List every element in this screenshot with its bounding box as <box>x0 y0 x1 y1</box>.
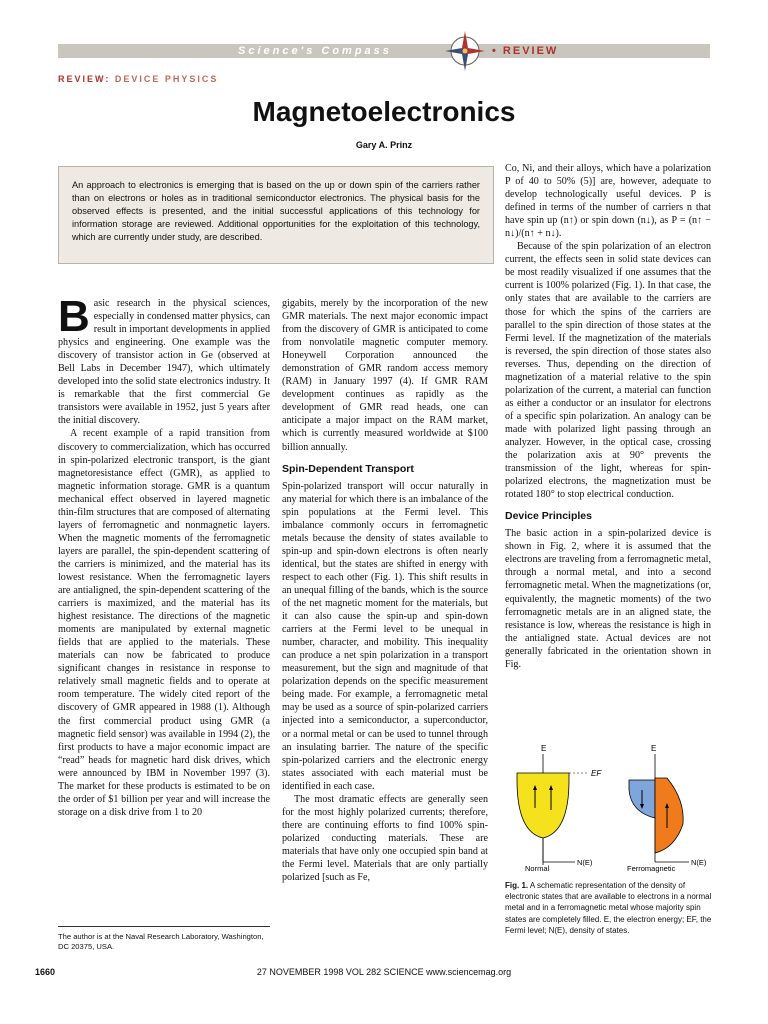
paragraph: A recent example of a rapid transition from discovery to commercialization, which has occurred in spin-polarized electronic transport, is the giant magnetoresistance effect (GMR), as applied to magnetic information storage. GMR is a quantum mechanical effect observed in layered magnetic thin-film structures that are composed of alternating layers of ferromagnetic and nonmagnetic layers. When the magnetic moments of the ferromagnetic layers are parallel, the spin-dependent scattering of the carriers is minimized, and the material has its lowest resistance. When the ferromagnetic layers are antialigned, the spin-dependent scattering of the carriers is maximized, and the material has its highest resistance. The directions of the magnetic moments are manipulated by external magnetic fields that are applied to the materials. These materials can now be fabricated to produce significant changes in resistance in response to relatively small magnetic fields and to operate at room temperature. The widely cited report of the discovery of GMR appeared in 1988 (1). Although the first commercial product using GMR (a magnetic field sensor) was available in 1994 (2), the first products to have a major economic impact are “read” heads for magnetic hard disk drives, which were announced by IBM in November 1997 (3). The market for these products is estimated to be on the order of $1 billion per year and will increase the storage on a disk drive from 1 to 20 <box>58 428 270 818</box>
figure-1-density-of-states <box>505 740 711 880</box>
page-number: 1660 <box>35 967 56 977</box>
paragraph: Spin-polarized transport will occur naturally in any material for which there is an imbalance of the spin populations at the Fermi level. This imbalance commonly occurs in ferromagnetic metals because the density of states available to spin-up and spin-down electrons is often nearly identical, but the states are shifted in energy with respect to each other (Fig. 1). This shift results in an unequal filling of the bands, which is the source of the net magnetic moment for the materials, but it can also cause the spin-up and spin-down carriers at the Fermi level to be unequal in number, character, and mobility. This inequality can produce a net spin polarization in a transport measurement, but the sign and magnitude of that polarization depends on the specific measurement being made. For example, a ferromagnetic metal may be used as a source of spin-polarized carriers injected into a semiconductor, a superconductor, or a normal metal or can be used to tunnel through an insulating barrier. The nature of the specific spin-polarized carriers and the electronic energy states associated with each material must be identified in each case. <box>282 480 488 792</box>
paragraph: The most dramatic effects are generally seen for the most highly polarized currents; therefore, there are continuing efforts to find 100% spin-polarized conducting materials. These are materials that have only one occupied spin band at the Fermi level. Materials that are only partially polarized [such as Fe, <box>282 793 488 884</box>
axis-label-e: E <box>541 744 547 753</box>
drop-cap: B <box>58 292 90 341</box>
ferromagnetic-label: Ferromagnetic <box>627 864 676 873</box>
column-2 <box>282 297 488 884</box>
journal-section-title: Science's Compass <box>238 45 392 57</box>
axis-label-e: E <box>651 744 657 753</box>
paragraph: asic research in the physical sciences, especially in condensed matter physics, can result in important developments in applied physics and engineering. One example was the discovery of transistor action in Ge (observed at Bell Labs in December 1947), which ultimately developed into the solid state electronics industry. It is remarkable that the first commercial Ge transistors were available in 1952, just 5 years after the initial discovery. <box>58 298 270 427</box>
section-heading: Spin-Dependent Transport <box>282 462 414 475</box>
paragraph: Because of the spin polarization of an electron current, the effects seen in solid state devices can be most readily visualized if one assumes that the current is 100% polarized (Fig. 1). In that case, the only states that are available to the carriers are those for which the spins of the carriers are parallel to the spin direction of those states at the Fermi level. If the magnetization of the materials is reversed, the spin direction of those states also reverses. Thus, depending on the direction of magnetization of a material relative to the spin polarization of the current, a material can function as either a conductor or an insulator for electrons of a specific spin polarization. An analogy can be made with polarized light passing through an analyzer. However, in the optical case, crossing the polarization axis at 90° prevents the transmission of the light, whereas for spin-polarized electrons, the magnetization must be rotated 180° to stop electrical conduction. <box>505 241 711 501</box>
figure-caption <box>505 880 715 936</box>
author-footnote: The author is at the Naval Research Laboratory, Washington, DC 20375, USA. <box>58 926 270 952</box>
column-3 <box>505 162 711 671</box>
journal-citation: 27 NOVEMBER 1998 VOL 282 SCIENCE www.sciencemag.org <box>256 967 512 977</box>
caption-text: A schematic representation of the density of electronic states that are available to electrons in a normal metal and in a ferromagnetic metal whose majority spin states are completely filled. E, the electron energy; EF, the Fermi level; N(E), density of states. <box>505 881 712 935</box>
article-title: Magnetoelectronics <box>252 96 516 127</box>
axis-label-ne: N(E) <box>691 858 707 867</box>
section-prefix: REVIEW: <box>58 74 111 84</box>
normal-label: Normal <box>525 864 550 873</box>
fermi-level-label: EF <box>591 769 602 778</box>
article-author: Gary A. Prinz <box>355 140 413 150</box>
caption-label: Fig. 1. <box>505 881 529 890</box>
section-topic: DEVICE PHYSICS <box>114 74 219 84</box>
normal-band <box>517 773 569 838</box>
review-label: • REVIEW <box>492 45 559 57</box>
paragraph: The basic action in a spin-polarized device is shown in Fig. 2, where it is assumed that the electrons are traveling from a ferromagnetic metal, through a normal metal, and into a second ferromagnetic metal. When the magnetizations (or, equivalently, the magnetic moments) of the two ferromagnetic metals are in an aligned state, the resistance is low, whereas the resistance is high in the antialigned state. Actual devices are not generally fabricated in the orientation shown in Fig. <box>505 528 711 670</box>
compass-rose-icon <box>444 30 486 72</box>
spin-down-band <box>655 778 683 853</box>
column-1 <box>58 292 270 819</box>
paragraph: Co, Ni, and their alloys, which have a polarization P of 40 to 50% (5)] are, however, adequate to develop technologically useful devices. P is defined in terms of the number of carriers n that have spin up (n↑) or spin down (n↓), as P = (n↑ − n↓)/(n↑ + n↓). <box>505 163 711 240</box>
section-label <box>58 74 218 84</box>
section-heading: Device Principles <box>505 510 592 523</box>
paragraph: gigabits, merely by the incorporation of the new GMR materials. The next major economic impact from the discovery of GMR is anticipated to come from nonvolatile magnetic computer memory. Honeywell Corporation announced the demonstration of GMR random access memory (RAM) in January 1997 (4). If GMR RAM development continues as rapidly as the development of GMR read heads, one can anticipate a major impact on the RAM market, which is currently measured worldwide at $100 billion annually. <box>282 298 488 453</box>
axis-label-ne: N(E) <box>577 858 593 867</box>
abstract-box: An approach to electronics is emerging that is based on the up or down spin of the carriers rather than on electrons or holes as in traditional semiconductor electronics. The physical basis for the observed effects is presented, and the initial successful applications of this technology for information storage are reviewed. Additional opportunities for the exploitation of this technology, which are currently under study, are described. <box>58 166 494 264</box>
